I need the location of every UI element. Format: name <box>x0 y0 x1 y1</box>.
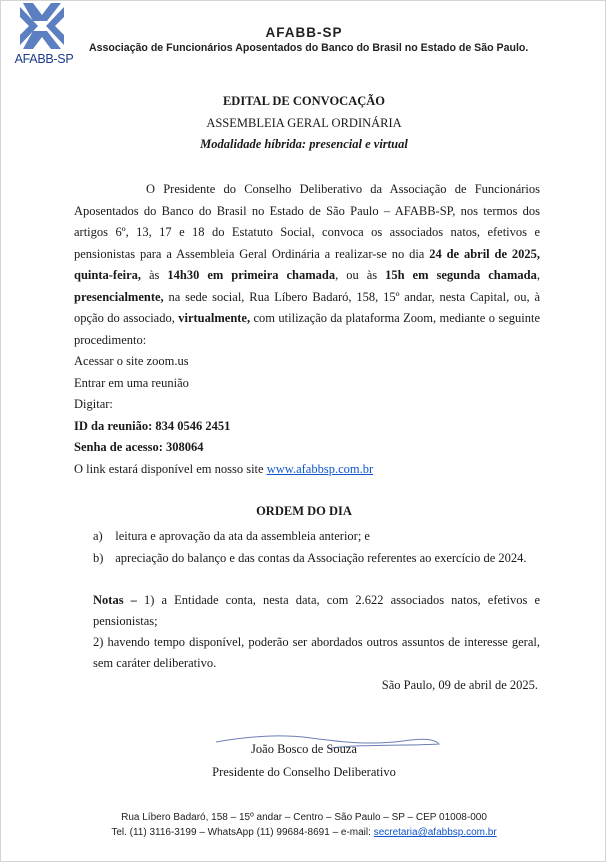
nota-2: 2) havendo tempo disponível, poderão ser abordados outros assuntos de interesse geral, sem caráter deliberativo. <box>93 635 540 670</box>
notas-section <box>93 590 540 674</box>
document-date: São Paulo, 09 de abril de 2025. <box>381 678 538 692</box>
signer-role: Presidente do Conselho Deliberativo <box>212 765 396 779</box>
ordem-item-marker: b) <box>93 551 104 565</box>
ordem-list <box>93 525 553 569</box>
link-line: O link estará disponível em nosso site www.afabbsp.com.br <box>74 461 374 476</box>
convocation-paragraph: O Presidente do Conselho Deliberativo da Associação de Funcionários Aposentados do Banco do Brasil no Estado de São Paulo – AFABB-SP, nos termos dos artigos 6º, 13, 17 e 18 do Estatuto Social, convoca os associados natos, efetivos e pensionistas para a Assembleia Geral Ordinária a realizar-se no dia 24 de abril de 2025, quinta-feira, às 14h30 em primeira chamada, ou às 15h em segunda chamada, presencialmente, na sede social, Rua Líbero Badaró, 158, 15º andar, nesta Capital, ou, à opção do associado, virtualmente, com utilização da plataforma Zoom, mediante o seguinte procedimento: <box>74 182 540 347</box>
org-short-name: AFABB-SP <box>265 25 343 40</box>
meeting-id: ID da reunião: 834 0546 2451 <box>74 418 231 433</box>
ordem-item-text: leitura e aprovação da ata da assembleia anterior; e <box>115 529 370 543</box>
ordem-item-text: apreciação do balanço e das contas da Associação referentes ao exercício de 2024. <box>115 551 527 565</box>
nota-1: Notas – 1) a Entidade conta, nesta data, com 2.622 associados natos, efetivos e pensionistas; <box>93 593 540 628</box>
document-subtitle: ASSEMBLEIA GERAL ORDINÁRIA <box>206 116 402 130</box>
modality-line: Modalidade híbrida: presencial e virtual <box>200 137 408 151</box>
step-type: Digitar: <box>74 397 113 411</box>
email-link[interactable]: secretaria@afabbsp.com.br <box>373 827 497 838</box>
meeting-password: Senha de acesso: 308064 <box>74 440 204 454</box>
ordem-item-marker: a) <box>93 529 103 543</box>
step-access-site: Acessar o site zoom.us <box>74 354 189 368</box>
document-title: EDITAL DE CONVOCAÇÃO <box>222 94 386 108</box>
ordem-item <box>93 525 553 547</box>
ordem-item <box>93 547 553 569</box>
logo-text: AFABB-SP <box>14 52 74 66</box>
convocation-body <box>74 179 540 480</box>
footer-contact: Tel. (11) 3116-3199 – WhatsApp (11) 99684-8691 – e-mail: secretaria@afabbsp.com.br <box>111 827 497 838</box>
org-full-name: Associação de Funcionários Aposentados do Banco do Brasil no Estado de São Paulo. <box>89 42 529 54</box>
ordem-title: ORDEM DO DIA <box>256 504 352 518</box>
website-link[interactable]: www.afabbsp.com.br <box>266 461 374 476</box>
signer-name: João Bosco de Souza <box>251 742 357 756</box>
footer-address: Rua Líbero Badaró, 158 – 15º andar – Centro – São Paulo – SP – CEP 01008-000 <box>121 812 487 823</box>
step-join-meeting: Entrar em uma reunião <box>74 375 189 390</box>
